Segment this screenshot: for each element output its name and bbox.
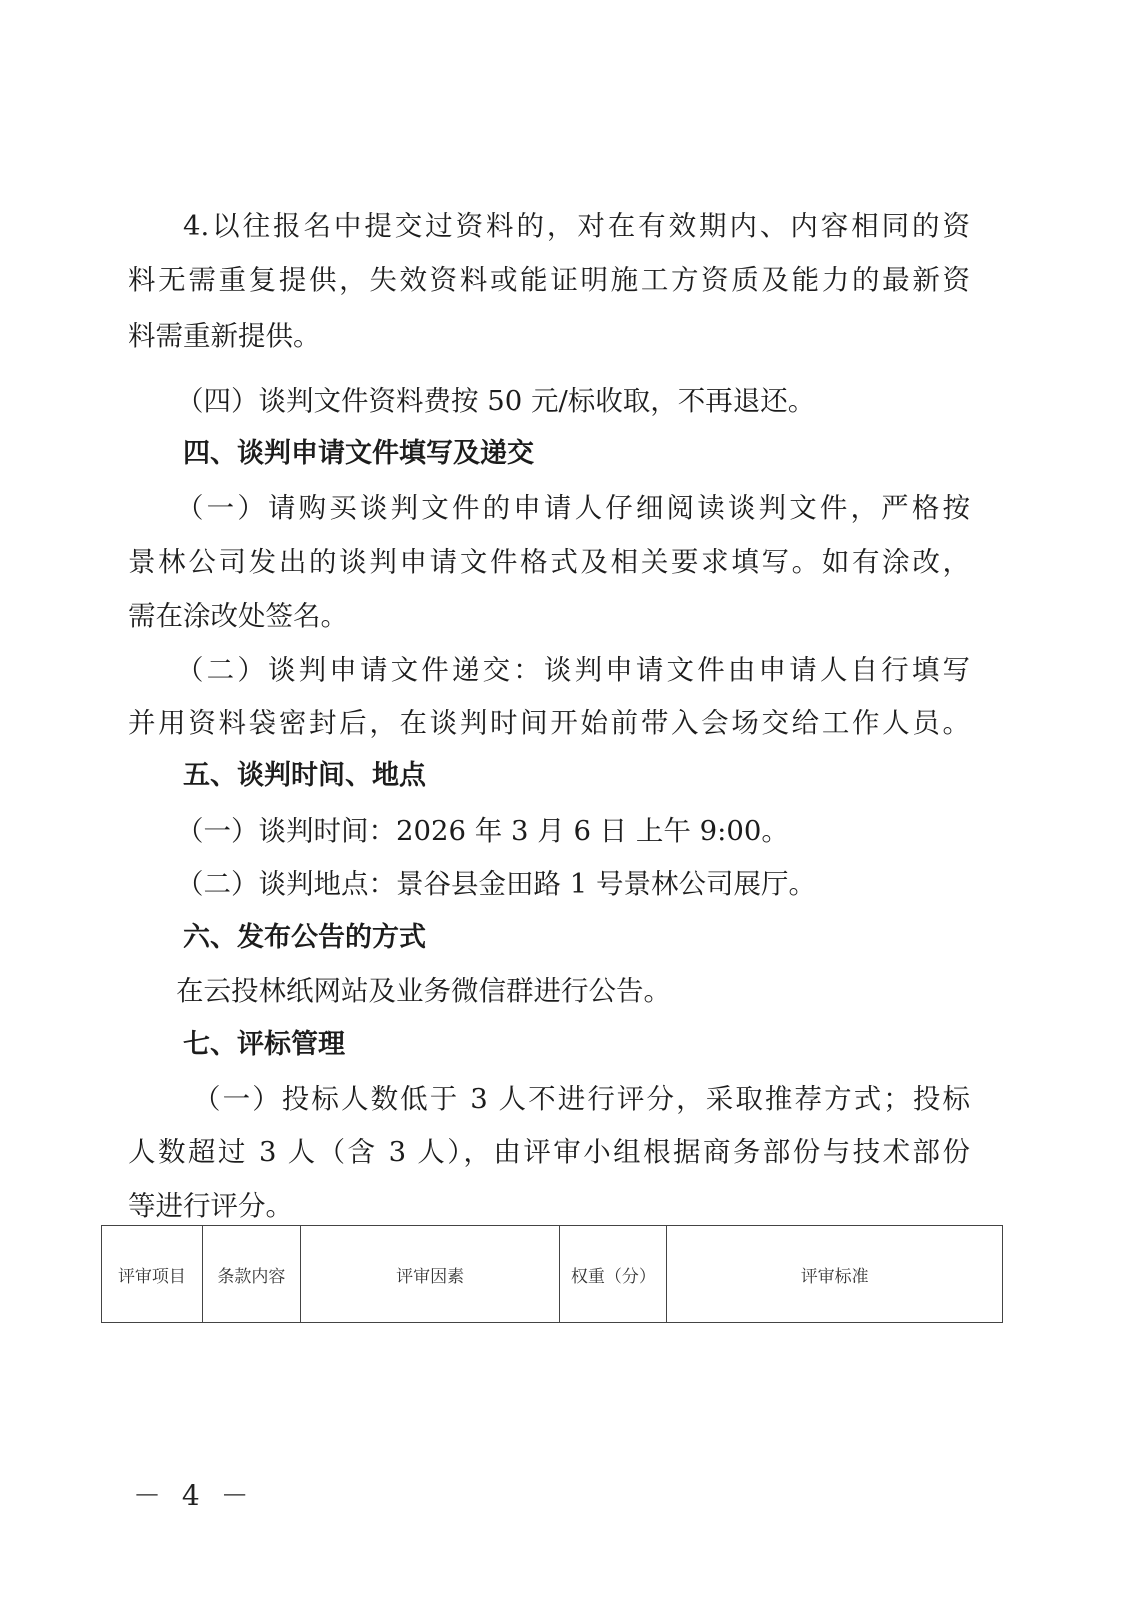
paragraph-line: 等进行评分。 bbox=[128, 1190, 293, 1222]
section-heading: 四、谈判申请文件填写及递交 bbox=[183, 438, 534, 469]
table-header-cell: 条款内容 bbox=[202, 1226, 300, 1323]
paragraph-line: 在云投林纸网站及业务微信群进行公告。 bbox=[176, 975, 671, 1007]
paragraph-line: 人数超过 3 人（含 3 人），由评审小组根据商务部份与技术部份 bbox=[128, 1136, 970, 1168]
paragraph-line: （二）谈判地点：景谷县金田路 1 号景林公司展厅。 bbox=[176, 868, 816, 900]
paragraph-line: 4.以往报名中提交过资料的，对在有效期内、内容相同的资 bbox=[183, 210, 970, 242]
paragraph-line: （一）请购买谈判文件的申请人仔细阅读谈判文件，严格按 bbox=[176, 492, 970, 524]
paragraph-line: 并用资料袋密封后，在谈判时间开始前带入会场交给工作人员。 bbox=[128, 707, 970, 739]
paragraph-line: （一）投标人数低于 3 人不进行评分，采取推荐方式；投标 bbox=[193, 1083, 970, 1115]
paragraph-line: （一）谈判时间：2026 年 3 月 6 日 上午 9:00。 bbox=[176, 815, 789, 847]
paragraph-line: （二）谈判申请文件递交：谈判申请文件由申请人自行填写 bbox=[176, 654, 970, 686]
table-header-cell: 评审项目 bbox=[102, 1226, 203, 1323]
table-header-cell: 评审标准 bbox=[667, 1226, 1003, 1323]
evaluation-table bbox=[101, 1225, 1003, 1323]
paragraph-line: 景林公司发出的谈判申请文件格式及相关要求填写。如有涂改， bbox=[128, 546, 970, 578]
table-header-row bbox=[102, 1226, 1003, 1323]
section-heading: 六、发布公告的方式 bbox=[183, 922, 426, 953]
section-heading: 五、谈判时间、地点 bbox=[183, 760, 426, 791]
section-heading: 七、评标管理 bbox=[183, 1029, 345, 1060]
paragraph-line: 料需重新提供。 bbox=[128, 320, 321, 352]
paragraph-line: 料无需重复提供，失效资料或能证明施工方资质及能力的最新资 bbox=[128, 264, 970, 296]
paragraph-line: （四）谈判文件资料费按 50 元/标收取，不再退还。 bbox=[176, 385, 816, 417]
table-header-cell: 权重（分） bbox=[560, 1226, 667, 1323]
page-number: － 4 － bbox=[133, 1479, 255, 1512]
paragraph-line: 需在涂改处签名。 bbox=[128, 600, 348, 632]
table-header-cell: 评审因素 bbox=[300, 1226, 560, 1323]
